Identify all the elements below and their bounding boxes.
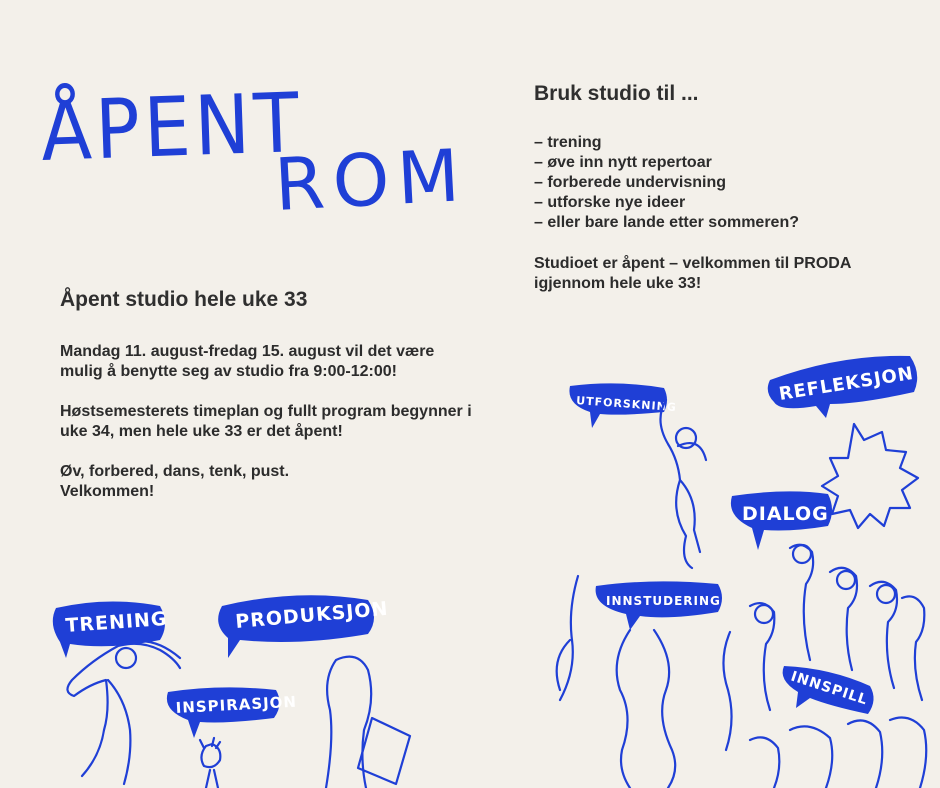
bubble-produksjon-label: PRODUKSJON [234,597,390,633]
left-body [60,342,480,502]
list-item: – forberede undervisning [534,174,727,191]
bubble-refleksjon-label: REFLEKSJON [777,362,916,405]
list-item: – øve inn nytt repertoar [534,154,712,171]
right-heading: Bruk studio til ... [534,82,699,105]
face [837,571,855,589]
tall-figure [326,657,371,788]
list-item: – utforske nye ideer [534,194,686,211]
dancer-head [676,428,696,448]
left-paragraph-1: Mandag 11. august-fredag 15. august vil det være mulig å benytte seg av studio fra 9:00-12:00! [60,343,435,380]
left-paragraph-3: Øv, forbered, dans, tenk, pust. Velkommen! [60,463,290,500]
spiky-creature [822,424,918,528]
dancer-head [116,648,136,668]
bubble-dialog [731,491,832,550]
illustration-right [530,340,940,788]
bubble-inspirasjon [167,687,298,738]
bubble-trening-label: TRENING [64,607,169,637]
bubble-innspill [783,666,874,714]
list-item: – eller bare lande etter sommeren? [534,214,799,231]
list-item: – trening [534,134,602,151]
reaching-dancer [660,400,706,568]
bubble-inspirasjon-label: INSPIRASJON [175,692,298,717]
title-art [30,50,490,230]
crowd-figures [750,718,926,788]
illustration-left [0,580,420,788]
face [793,545,811,563]
bubble-dialog-label: DIALOG [742,503,829,525]
dancer-figure [67,641,180,784]
bubble-innstudering-label: INNSTUDERING [606,594,721,608]
title-line-2: ROM [272,132,470,227]
left-paragraph-2: Høstsemesterets timeplan og fullt program begynner i uke 34, men hele uke 33 er det åpent! [60,403,472,440]
right-outro: Studioet er åpent – velkommen til PRODA igjennom hele uke 33! [534,255,851,292]
bubble-utforskning-label: UTFORSKNING [575,394,678,415]
face [755,605,773,623]
small-figure [200,738,220,788]
left-heading: Åpent studio hele uke 33 [60,288,308,311]
bubble-innspill-label: INNSPILL [788,668,870,709]
bubble-refleksjon [768,356,917,418]
bubble-innstudering [596,581,722,630]
use-list [534,133,799,233]
face [877,585,895,603]
bubble-produksjon [218,595,389,658]
title-line-1: ÅPENT [39,75,305,180]
